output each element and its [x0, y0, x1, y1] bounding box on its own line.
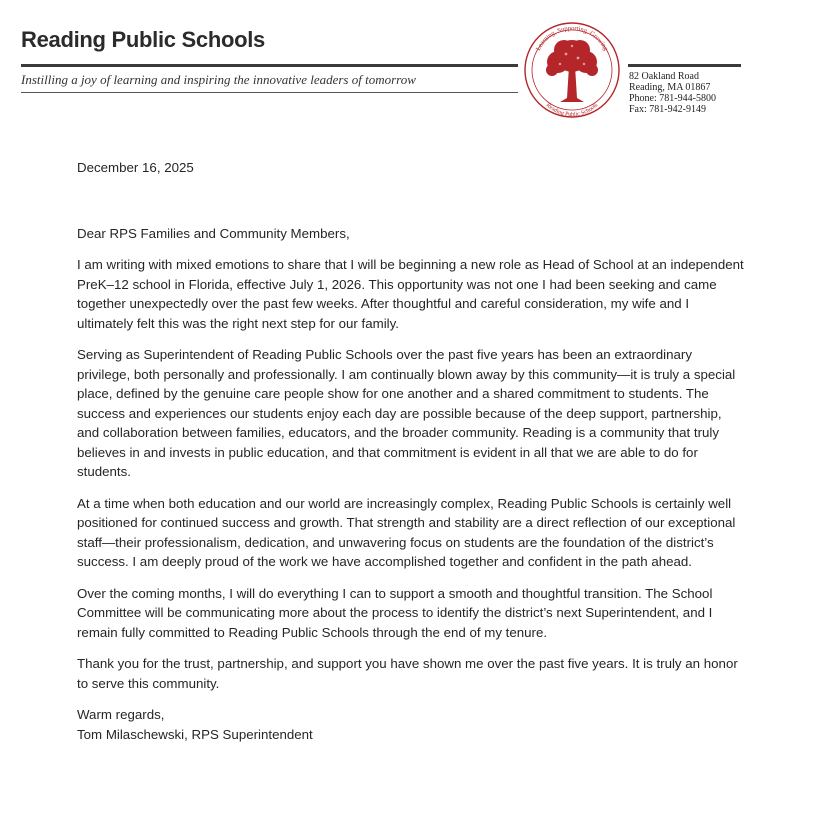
header-rule-top-right [628, 64, 741, 67]
paragraph-1: I am writing with mixed emotions to share that I will be beginning a new role as Head of School at an independent PreK–12 school in Florida, effective July 1, 2026. This opportunity was not one I had been seeking and came together unexpectedly over the past few weeks. After thoughtful and careful consideration, my wife and I ultimately felt this was the right next step for our family. [77, 257, 744, 331]
school-tree-logo [522, 14, 622, 128]
tagline: Instilling a joy of learning and inspiring the innovative leaders of tomorrow [21, 72, 416, 87]
closing: Warm regards, [77, 707, 165, 722]
signature-block [77, 705, 747, 744]
school-address [629, 71, 716, 115]
logo-text-bottom: Reading Public Schools [544, 102, 600, 119]
address-city: Reading, MA 01867 [629, 82, 711, 93]
tree-icon [546, 40, 598, 102]
paragraph-5: Thank you for the trust, partnership, and support you have shown me over the past five years. It is truly an honor to serve this community. [77, 656, 738, 691]
salutation: Dear RPS Families and Community Members, [77, 225, 350, 241]
address-street: 82 Oakland Road [629, 71, 699, 82]
org-name: Reading Public Schools [21, 27, 265, 52]
header-rule-top [21, 64, 518, 67]
paragraph-2: Serving as Superintendent of Reading Public Schools over the past five years has been an extraordinary privilege, both personally and professionally. I am continually blown away by this community—it is truly a special place, defined by the genuine care people show for one another and a shared commitment to students. The success and experiences our students enjoy each day are possible because of the deep support, partnership, and collaboration between families, educators, and the broader community. Reading is a community that truly believes in and invests in public education, and that commitment is evident in all that we are able to do for students. [77, 347, 736, 479]
paragraph-4: Over the coming months, I will do everything I can to support a smooth and thoughtful transition. The School Committee will be communicating more about the process to identify the district’s next Superintendent, and I remain fully committed to Reading Public Schools through the end of my tenure. [77, 585, 713, 640]
signature-name: Tom Milaschewski, RPS Superintendent [77, 726, 313, 742]
paragraph-3: At a time when both education and our world are increasingly complex, Reading Public Schools is certainly well positioned for continued success and growth. That strength and stability are a direct reflection of our exceptional staff—their professionalism, dedication, and unwavering focus on students are the foundation of the district’s success. I am deeply proud of the work we have accomplished together and confident in the path ahead. [77, 495, 736, 569]
header-rule-bottom [21, 92, 518, 93]
letter-body [77, 158, 747, 744]
logo-text-top: Learning, Supporting, Growing [534, 24, 610, 52]
address-fax: Fax: 781-942-9149 [629, 104, 706, 115]
letter-date: December 16, 2025 [77, 160, 194, 175]
address-phone: Phone: 781-944-5800 [629, 93, 716, 104]
